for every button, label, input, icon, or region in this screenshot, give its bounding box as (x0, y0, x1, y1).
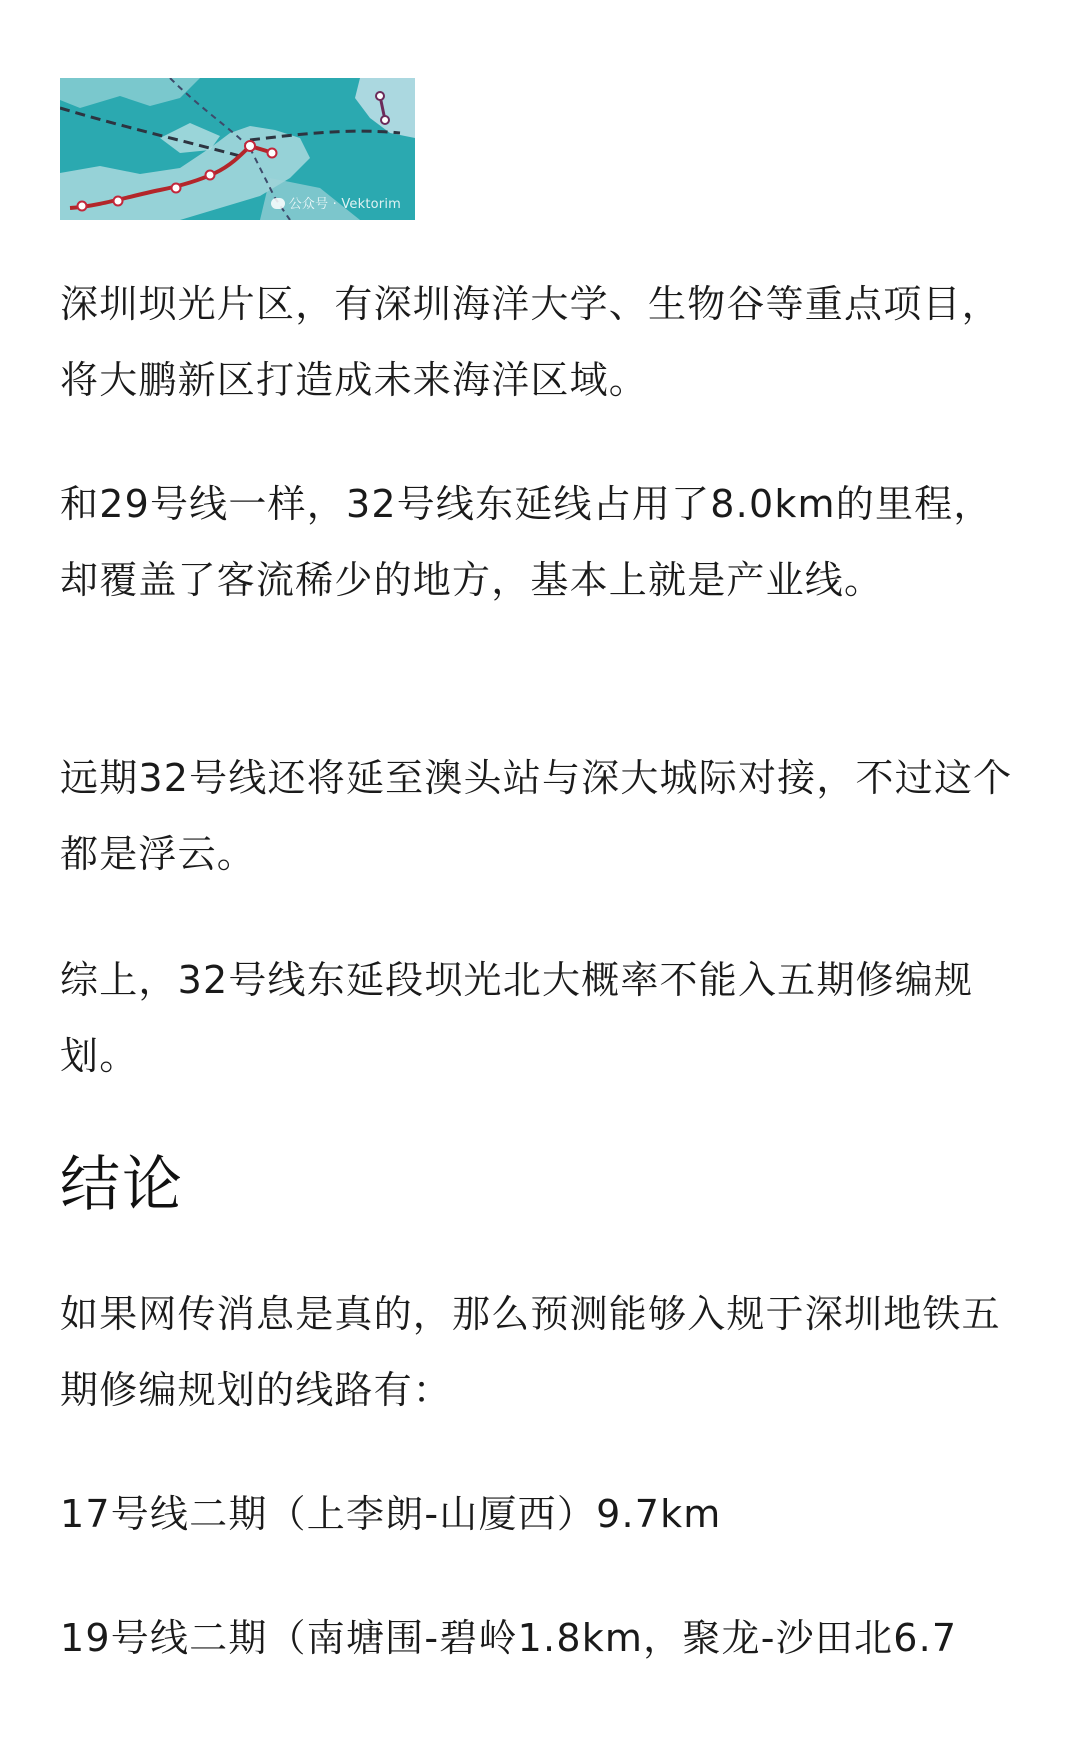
list-item-line-17: 17号线二期（上李朗-山厦西）9.7km (60, 1492, 722, 1536)
section-heading-conclusion: 结论 (60, 1150, 184, 1220)
watermark-text: 公众号 · Vektorim (288, 197, 401, 212)
paragraph-line-32-extension: 和29号线一样，32号线东延线占用了8.0km的里程，却覆盖了客流稀少的地方，基本上就是产业线。 (60, 482, 993, 602)
route-map-image (60, 78, 415, 220)
list-item-line-19: 19号线二期（南塘围-碧岭1.8km，聚龙-沙田北6.7 (60, 1616, 958, 1660)
paragraph-summary: 综上，32号线东延段坝光北大概率不能入五期修编规划。 (60, 958, 974, 1078)
paragraph-conclusion-intro: 如果网传消息是真的，那么预测能够入规于深圳地铁五期修编规划的线路有： (60, 1292, 1001, 1412)
wechat-icon (271, 198, 285, 209)
paragraph-aotou-extension: 远期32号线还将延至澳头站与深大城际对接，不过这个都是浮云。 (60, 756, 1013, 876)
map-watermark (271, 193, 401, 212)
paragraph-bagguang: 深圳坝光片区，有深圳海洋大学、生物谷等重点项目，将大鹏新区打造成未来海洋区域。 (60, 282, 1001, 402)
